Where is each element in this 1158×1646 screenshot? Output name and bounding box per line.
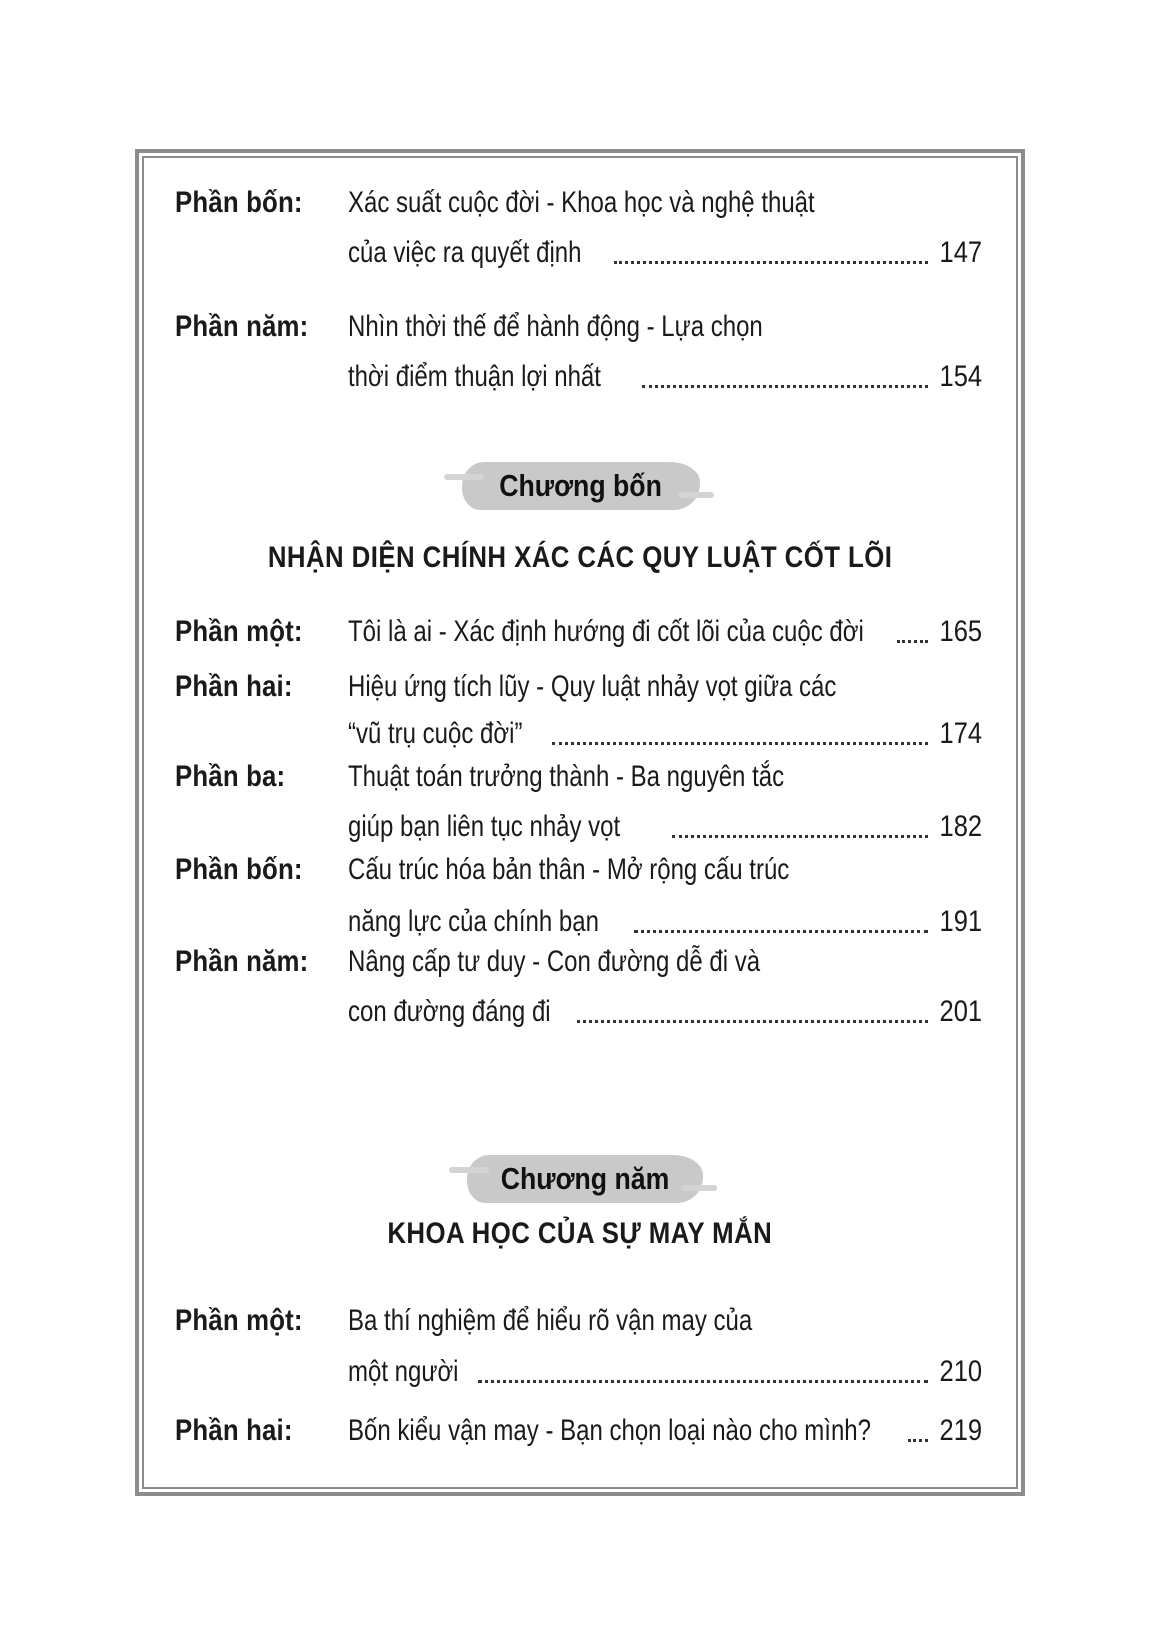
toc-entry-title — [348, 757, 982, 797]
toc-label: Phần ba: — [175, 760, 286, 793]
chapter-label: Chương bốn — [499, 468, 663, 503]
toc-entry-link[interactable] — [348, 902, 982, 942]
toc-entry-line: thời điểm thuận lợi nhất — [348, 360, 601, 393]
dot-leader — [577, 1020, 928, 1023]
toc-entry-line: Cấu trúc hóa bản thân - Mở rộng cấu trúc — [348, 853, 790, 886]
dot-leader — [908, 1439, 928, 1442]
toc-entry-title — [348, 667, 982, 707]
chapter-label: Chương năm — [500, 1161, 670, 1196]
toc-entry-title — [348, 1301, 982, 1341]
toc-entry-line: Nâng cấp tư duy - Con đường dễ đi và — [348, 945, 761, 978]
toc-entry-link[interactable] — [348, 992, 982, 1032]
toc-entry-link[interactable] — [348, 233, 982, 273]
chapter-title: KHOA HỌC CỦA SỰ MAY MẮN — [387, 1217, 773, 1250]
toc-entry-title — [348, 183, 982, 223]
toc-entry-line: Hiệu ứng tích lũy - Quy luật nhảy vọt giữa các — [348, 670, 837, 703]
toc-label: Phần một: — [175, 615, 303, 648]
toc-label: Phần một: — [175, 1304, 303, 1337]
page-number: 154 — [939, 360, 982, 393]
dot-leader — [614, 261, 928, 264]
page-number: 219 — [939, 1414, 982, 1447]
toc-entry-link[interactable] — [348, 1411, 982, 1451]
page-number: 201 — [939, 995, 982, 1028]
toc-label: Phần bốn: — [175, 853, 303, 886]
toc-entry-link[interactable] — [348, 612, 982, 652]
page-number: 174 — [939, 717, 982, 750]
toc-entry-link[interactable] — [348, 1352, 982, 1392]
page-number: 210 — [939, 1355, 982, 1388]
toc-entry-link[interactable] — [348, 714, 982, 754]
page-number: 147 — [939, 236, 982, 269]
toc-entry-line: một người — [348, 1355, 459, 1388]
toc-entry-line: giúp bạn liên tục nhảy vọt — [348, 810, 621, 843]
dot-leader — [897, 640, 928, 643]
toc-entry-line: con đường đáng đi — [348, 995, 551, 1028]
dot-leader — [672, 835, 928, 838]
toc-entry-line: của việc ra quyết định — [348, 236, 582, 269]
page-number: 191 — [939, 905, 982, 938]
toc-entry-line: “vũ trụ cuộc đời” — [348, 717, 523, 750]
toc-label: Phần năm: — [175, 310, 309, 343]
toc-entry-line: Thuật toán trưởng thành - Ba nguyên tắc — [348, 760, 785, 793]
toc-entry-line: Xác suất cuộc đời - Khoa học và nghệ thuật — [348, 186, 815, 219]
toc-entry-line: Tôi là ai - Xác định hướng đi cốt lõi của cuộc đời — [348, 615, 864, 648]
chapter-heading-brush — [467, 1155, 703, 1203]
toc-entry-title — [348, 850, 982, 890]
dot-leader — [634, 930, 928, 933]
page-number: 182 — [939, 810, 982, 843]
toc-entry-line: Nhìn thời thế để hành động - Lựa chọn — [348, 310, 763, 343]
dot-leader — [552, 742, 928, 745]
page-number: 165 — [939, 615, 982, 648]
toc-entry-title — [348, 942, 982, 982]
dot-leader — [642, 385, 928, 388]
toc-label: Phần bốn: — [175, 186, 303, 219]
chapter-title: NHẬN DIỆN CHÍNH XÁC CÁC QUY LUẬT CỐT LÕI — [267, 541, 893, 574]
toc-entry-link[interactable] — [348, 357, 982, 397]
toc-entry-title — [348, 307, 982, 347]
toc-label: Phần hai: — [175, 670, 293, 703]
toc-label: Phần hai: — [175, 1414, 293, 1447]
toc-entry-line: Bốn kiểu vận may - Bạn chọn loại nào cho mình? — [348, 1414, 871, 1447]
dot-leader — [478, 1380, 928, 1383]
toc-entry-line: năng lực của chính bạn — [348, 905, 599, 938]
toc-entry-link[interactable] — [348, 807, 982, 847]
toc-label: Phần năm: — [175, 945, 309, 978]
chapter-heading-brush — [462, 462, 700, 510]
toc-entry-line: Ba thí nghiệm để hiểu rõ vận may của — [348, 1304, 753, 1337]
